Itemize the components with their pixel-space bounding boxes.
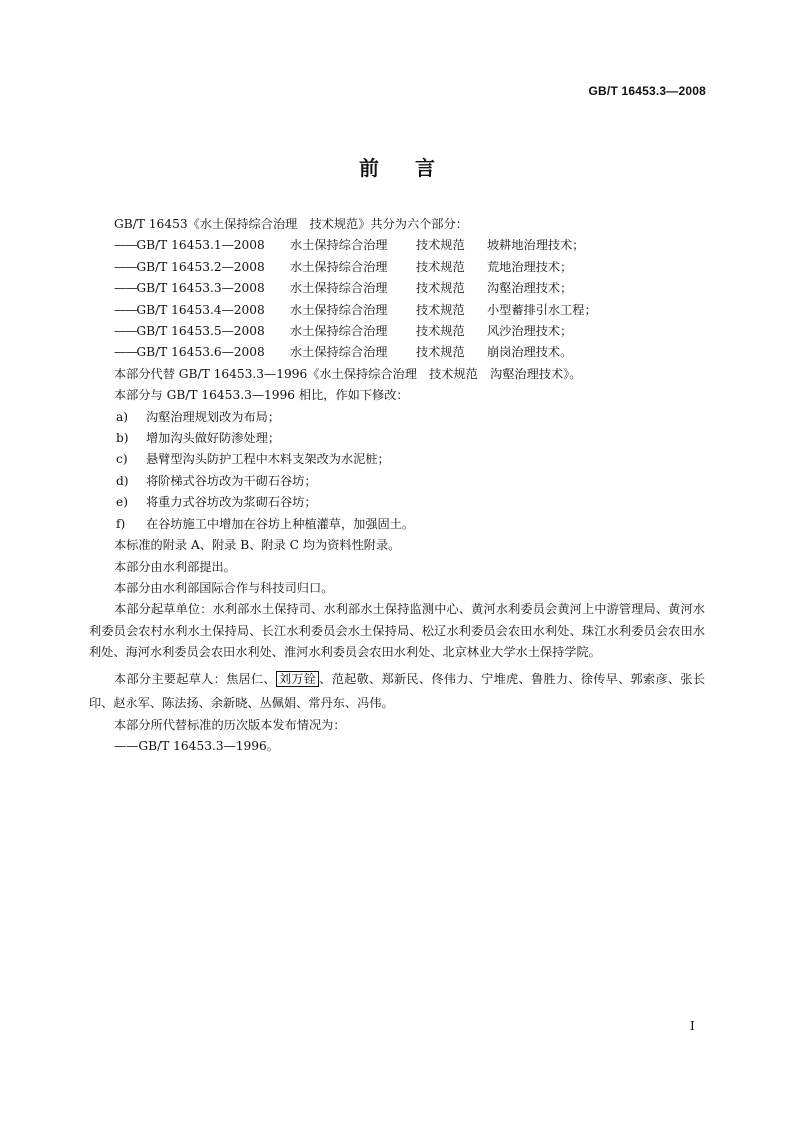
managed-by: 本部分由水利部国际合作与科技司归口。	[114, 580, 334, 595]
replaces-paragraph: 本部分代替 GB/T 16453.3—1996《水土保持综合治理 技术规范 沟壑治理技术》。	[114, 366, 582, 381]
history-intro: 本部分所代替标准的历次版本发布情况为：	[114, 717, 346, 732]
document-code-header: GB/T 16453.3—2008	[588, 84, 706, 98]
list-item: ——GB/T 16453.2—2008 水土保持综合治理 技术规范 荒地治理技术；	[114, 259, 573, 274]
intro-paragraph: GB/T 16453《水土保持综合治理 技术规范》共分为六个部分：	[114, 217, 468, 231]
list-item: e) 将重力式谷坊改为浆砌石谷坊；	[116, 495, 317, 510]
modifications-list	[89, 407, 705, 535]
list-item: c) 悬臂型沟头防护工程中木料支架改为水泥桩；	[116, 452, 390, 467]
proposed-by: 本部分由水利部提出。	[114, 559, 236, 574]
boxed-name: 刘万铨	[276, 671, 319, 687]
list-item: f) 在谷坊施工中增加在谷坊上种植灌草，加强固土。	[116, 516, 415, 531]
page-number: I	[690, 1019, 695, 1033]
list-item: ——GB/T 16453.5—2008 水土保持综合治理 技术规范 风沙治理技术；	[114, 324, 573, 339]
list-item: ——GB/T 16453.6—2008 水土保持综合治理 技术规范 崩岗治理技术。	[114, 345, 573, 360]
compare-paragraph: 本部分与 GB/T 16453.3—1996 相比，作如下修改：	[114, 388, 409, 403]
drafters-paragraph: 本部分主要起草人：焦居仁、 刘万铨 、范起敬、郑新民、佟伟力、宁堆虎、鲁胜力、徐传早、郭索彦、张长印、赵永军、陈法扬、余新晓、丛佩娟、常丹东、冯伟。	[89, 671, 706, 710]
drafting-units-paragraph: 本部分起草单位：水利部水土保持司、水利部水土保持监测中心、黄河水利委员会黄河上中游管理局、黄河水利委员会农村水利水土保持局、长江水利委员会水土保持局、松辽水利委员会农田水利处、珠江水利委员会农田水利处、海河水利委员会农田水利处、淮河水利委员会农田水利处、北京林业大学水土保持学院。	[89, 602, 705, 660]
list-item: ——GB/T 16453.1—2008 水土保持综合治理 技术规范 坡耕地治理技术；	[114, 238, 585, 253]
history-item: ——GB/T 16453.3—1996。	[114, 738, 279, 753]
list-item: d) 将阶梯式谷坊改为干砌石谷坊；	[116, 473, 317, 488]
list-item: a) 沟壑治理规划改为布局；	[116, 409, 281, 424]
list-item: b) 增加沟头做好防渗处理；	[116, 431, 281, 446]
parts-list	[89, 235, 705, 363]
list-item: ——GB/T 16453.3—2008 水土保持综合治理 技术规范 沟壑治理技术；	[114, 281, 573, 296]
page-title: 前言	[359, 156, 471, 180]
list-item: ——GB/T 16453.4—2008 水土保持综合治理 技术规范 小型蓄排引水工程；	[114, 302, 597, 317]
foreword-body	[89, 214, 705, 757]
appendix-note: 本标准的附录 A、附录 B、附录 C 均为资料性附录。	[114, 538, 401, 553]
